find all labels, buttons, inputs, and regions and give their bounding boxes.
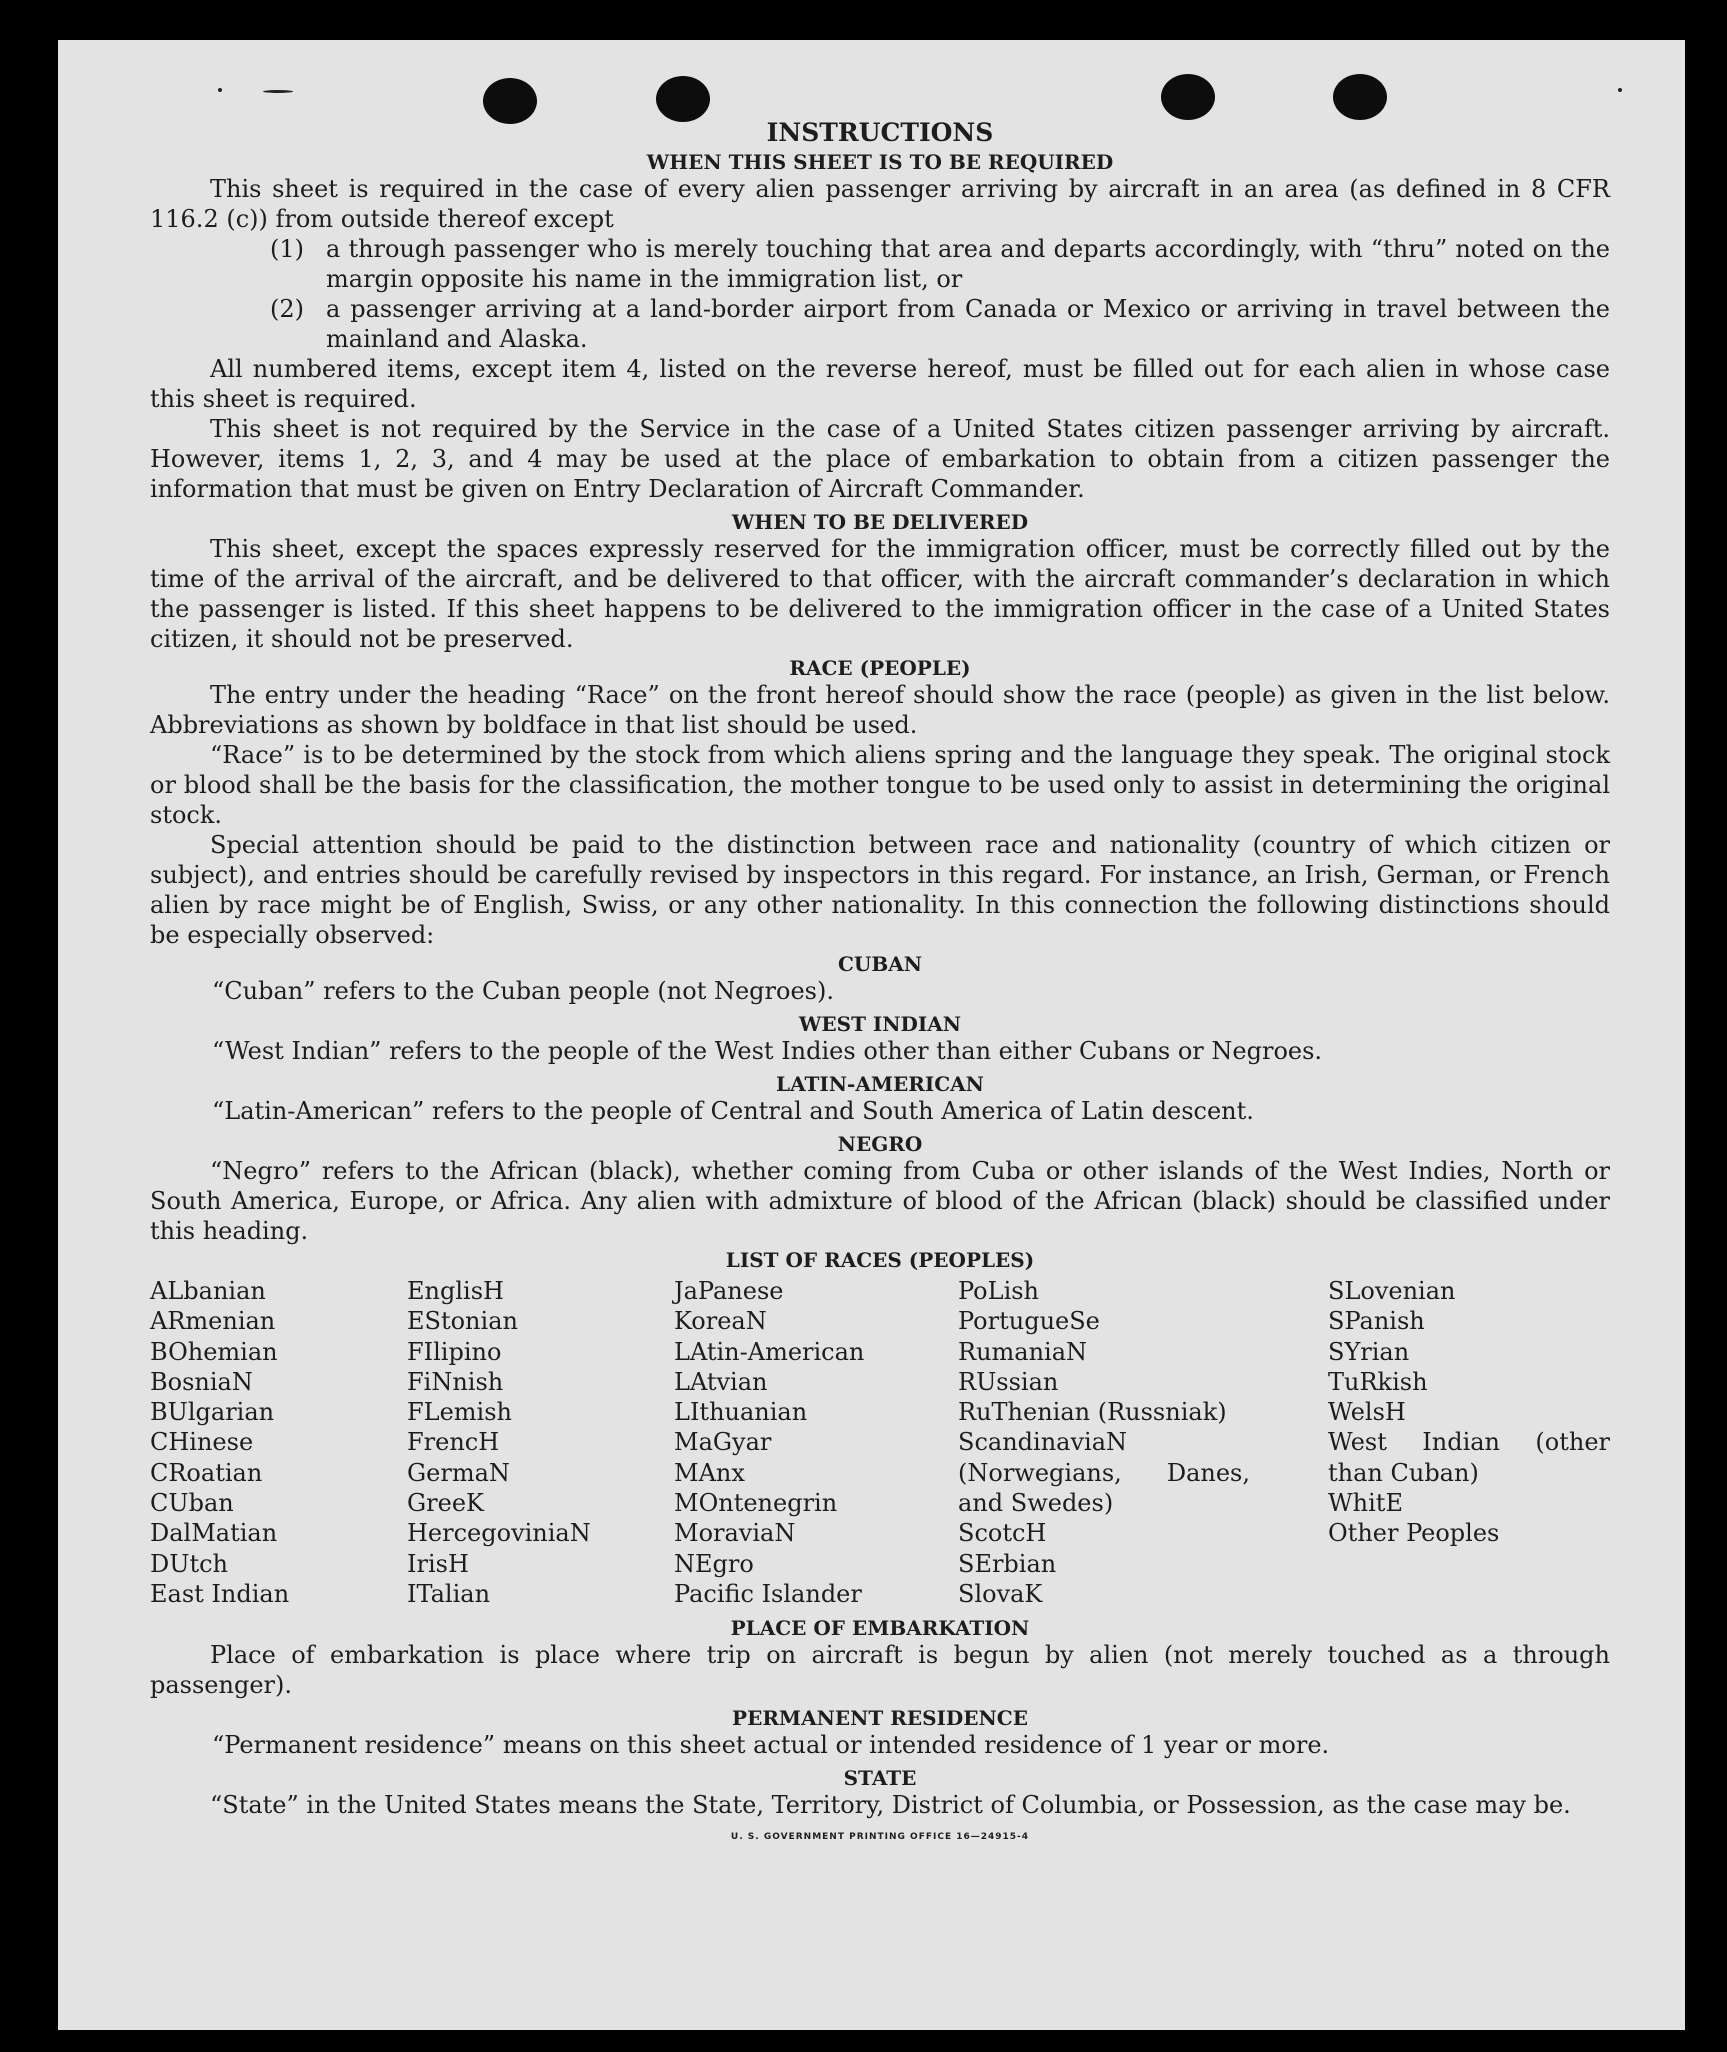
race-list-item: EStonian [407, 1307, 518, 1336]
race-list-item: ScotcH [958, 1519, 1047, 1548]
printer-imprint: U. S. GOVERNMENT PRINTING OFFICE 16—24915-4 [730, 1832, 1030, 1842]
residence-heading: PERMANENT RESIDENCE [732, 1706, 1028, 1730]
race-list-item: ARmenian [150, 1307, 276, 1336]
cuban-definition: “Cuban” refers to the Cuban people (not Negroes). [212, 977, 834, 1005]
delivered-heading: WHEN TO BE DELIVERED [731, 510, 1029, 534]
race-list-item: PortugueSe [958, 1307, 1100, 1336]
race-list-item: LIthuanian [674, 1398, 808, 1427]
race-list-item: West Indian (other than Cuban) [1328, 1428, 1610, 1487]
speck [263, 90, 293, 93]
race-list-item: WhitE [1328, 1489, 1403, 1518]
race-list-item: RuThenian (Russniak) [958, 1398, 1227, 1427]
residence-definition: “Permanent residence” means on this sheet actual or intended residence of 1 year or more. [212, 1731, 1330, 1759]
race-list-item: BUlgarian [150, 1398, 275, 1427]
race-list-item: SLovenian [1328, 1277, 1456, 1305]
race-list-item: GreeK [407, 1489, 484, 1518]
embarkation-definition: Place of embarkation is place where trip on aircraft is begun by alien (not merely touched as a through passenger). [150, 1641, 1610, 1699]
document-page [58, 40, 1685, 2030]
race-column [150, 1276, 289, 1609]
race-list-heading: LIST OF RACES (PEOPLES) [725, 1248, 1035, 1272]
race-list-item: FiNnish [407, 1367, 504, 1396]
state-heading: STATE [843, 1766, 917, 1790]
race-list-item: KoreaN [674, 1307, 767, 1336]
race-list-item: EnglisH [407, 1277, 504, 1305]
race-list-item: RumaniaN [958, 1337, 1088, 1366]
race-list-item: IrisH [407, 1549, 469, 1578]
race-list-item: LAtin-American [674, 1337, 865, 1366]
race-list-item: MOntenegrin [674, 1489, 838, 1518]
race-list-item: BosniaN [150, 1367, 253, 1396]
race-list-item: MaGyar [674, 1428, 772, 1457]
race-list-item: FIlipino [407, 1337, 502, 1366]
speck [1618, 88, 1622, 92]
race-list-item: FLemish [407, 1398, 512, 1427]
instructions-body [150, 118, 1610, 1842]
race-list-item: TuRkish [1328, 1367, 1428, 1396]
race-list-item: SPanish [1328, 1307, 1425, 1336]
numbered-items-paragraph: All numbered items, except item 4, listed on the reverse hereof, must be filled out for each alien in whose case this sheet is required. [150, 355, 1610, 413]
race-list-item: ScandinaviaN (Norwegians, Danes, and Swedes) [958, 1428, 1250, 1518]
race-list-item: GermaN [407, 1458, 510, 1487]
race-list-item: SlovaK [958, 1579, 1043, 1608]
west-indian-definition: “West Indian” refers to the people of the West Indies other than either Cubans or Negroes. [212, 1037, 1323, 1065]
race-paragraph-3: Special attention should be paid to the distinction between race and nationality (country of which citizen or subject), and entries should be carefully revised by inspectors in this regard. For instance, an Irish, German, or French alien by race might be of English, Swiss, or any other nationality. In this connection the following distinctions should be especially observed: [150, 831, 1610, 949]
required-intro: This sheet is required in the case of every alien passenger arriving by aircraft in an area (as defined in 8 CFR 116.2 (c)) from outside thereof except [150, 175, 1610, 233]
state-definition: “State” in the United States means the State, Territory, District of Columbia, or Possession, as the case may be. [210, 1791, 1571, 1819]
race-column [958, 1276, 1250, 1609]
race-list-item: ALbanian [150, 1277, 266, 1305]
race-list-item: CRoatian [150, 1458, 263, 1487]
race-list-item: DalMatian [150, 1519, 278, 1548]
race-list-item: SYrian [1328, 1337, 1410, 1366]
latin-american-heading: LATIN-AMERICAN [776, 1072, 984, 1096]
race-paragraph-2: “Race” is to be determined by the stock from which aliens spring and the language they speak. The original stock or blood shall be the basis for the classification, the mother tongue to be used only to assist in determining the original stock. [150, 741, 1610, 829]
race-list-item: Pacific Islander [674, 1579, 862, 1608]
negro-definition: “Negro” refers to the African (black), whether coming from Cuba or other islands of the West Indies, North or South America, Europe, or Africa. Any alien with admixture of blood of the African (black) should be classified under this heading. [150, 1157, 1610, 1245]
race-column [407, 1276, 591, 1609]
race-list-item: JaPanese [674, 1277, 784, 1305]
race-list-item: NEgro [674, 1549, 754, 1578]
latin-american-definition: “Latin-American” refers to the people of Central and South America of Latin descent. [212, 1097, 1254, 1125]
race-list-item: ITalian [407, 1579, 491, 1608]
race-list-item: HercegoviniaN [407, 1519, 591, 1548]
west-indian-heading: WEST INDIAN [798, 1012, 962, 1036]
race-list-item: MAnx [674, 1458, 745, 1487]
race-list-item: CUban [150, 1489, 234, 1518]
required-heading: WHEN THIS SHEET IS TO BE REQUIRED [646, 150, 1114, 174]
punch-hole [1161, 74, 1215, 120]
race-column [674, 1276, 864, 1609]
race-list-item: PoLish [958, 1277, 1040, 1305]
race-list-item: East Indian [150, 1579, 290, 1608]
citizen-paragraph: This sheet is not required by the Service in the case of a United States citizen passenger arriving by aircraft. However, items 1, 2, 3, and 4 may be used at the place of embarkation to obtain from a citizen passenger the information that must be given on Entry Declaration of Aircraft Commander. [150, 415, 1610, 503]
instructions-title: INSTRUCTIONS [766, 118, 994, 147]
race-list [150, 1276, 1610, 1614]
negro-heading: NEGRO [837, 1132, 923, 1156]
delivered-paragraph: This sheet, except the spaces expressly reserved for the immigration officer, must be correctly filled out by the time of the arrival of the aircraft, and be delivered to that officer, with the aircraft commander’s declaration in which the passenger is listed. If this sheet happens to be delivered to the immigration officer in the case of a United States citizen, it should not be preserved. [150, 535, 1610, 653]
race-list-item: DUtch [150, 1549, 229, 1578]
race-list-item: RUssian [958, 1367, 1059, 1396]
race-paragraph-1: The entry under the heading “Race” on the front hereof should show the race (people) as given in the list below. Abbreviations as shown by boldface in that list should be used. [150, 681, 1610, 739]
race-list-item: FrencH [407, 1428, 500, 1457]
race-list-item: MoraviaN [674, 1519, 796, 1548]
embarkation-heading: PLACE OF EMBARKATION [730, 1616, 1030, 1640]
exception-item: (1) a through passenger who is merely touching that area and departs accordingly, with “thru” noted on the margin opposite his name in the immigration list, or [270, 235, 1610, 293]
race-list-item: Other Peoples [1328, 1519, 1500, 1548]
race-list-item: LAtvian [674, 1367, 768, 1396]
speck [218, 88, 222, 92]
race-list-item: BOhemian [150, 1337, 278, 1366]
punch-hole [1333, 74, 1387, 120]
race-heading: RACE (PEOPLE) [789, 656, 971, 680]
race-list-item: WelsH [1328, 1398, 1406, 1427]
cuban-heading: CUBAN [837, 952, 923, 976]
race-list-item: SErbian [958, 1549, 1057, 1578]
race-column [1328, 1276, 1610, 1549]
exception-item: (2) a passenger arriving at a land-border airport from Canada or Mexico or arriving in travel between the mainland and Alaska. [270, 295, 1610, 353]
punch-hole [656, 76, 710, 122]
race-list-item: CHinese [150, 1428, 254, 1457]
